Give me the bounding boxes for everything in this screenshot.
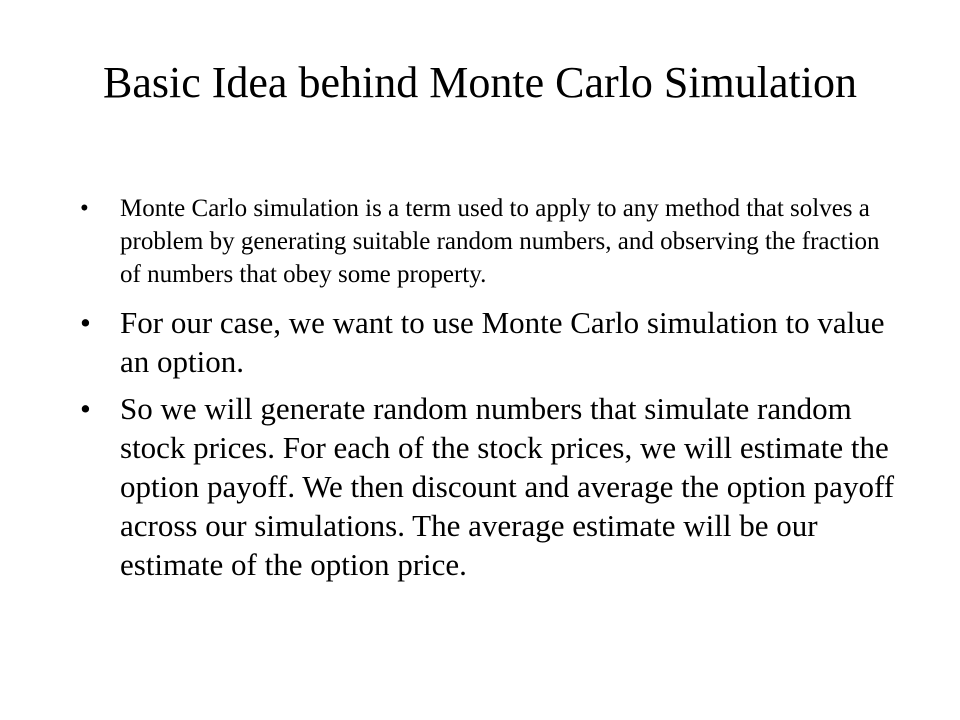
slide-title: Basic Idea behind Monte Carlo Simulation — [103, 58, 857, 107]
bullet-item-3 — [80, 389, 900, 584]
bullet-item-1 — [80, 192, 900, 291]
bullet-item-2 — [80, 303, 900, 381]
bullet-list — [80, 192, 900, 592]
bullet-text-1: Monte Carlo simulation is a term used to apply to any method that solves a problem by generating suitable random numbers, and observing the fraction of numbers that obey some property. — [120, 195, 880, 288]
bullet-text-2: For our case, we want to use Monte Carlo simulation to value an option. — [120, 305, 885, 379]
bullet-dot-icon: • — [80, 305, 91, 340]
bullet-dot-icon: • — [80, 391, 91, 426]
bullet-dot-icon: • — [80, 195, 89, 222]
bullet-text-3: So we will generate random numbers that simulate random stock prices. For each of the stock prices, we will estimate the option payoff. We then discount and average the option payoff across our simulations. The average estimate will be our estimate of the option price. — [120, 391, 895, 582]
